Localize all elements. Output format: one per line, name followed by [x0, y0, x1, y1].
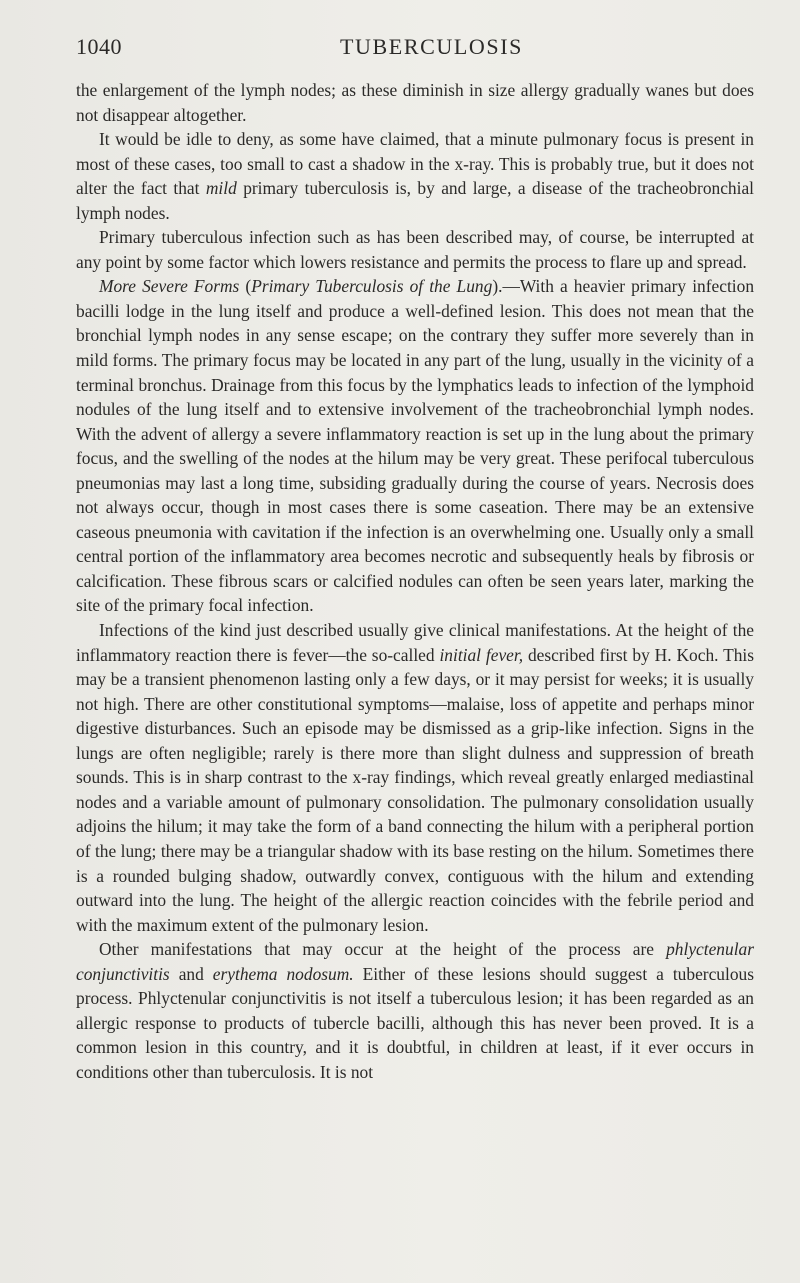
paragraph-text: Either of these lesions should suggest a tuberculous process. Phlyctenular conjunctivitis is not itself a tuberculous lesion; it has been regarded as an allergic response to products of tubercle bacilli, although this has never been proved. It is a common lesion in this country, and it is doubtful, in children at least, if it ever occurs in conditions other than tuberculosis. It is not [76, 963, 754, 1082]
paragraph-6 [76, 937, 754, 1084]
page-header [76, 30, 754, 64]
paragraph-text: primary tuberculosis is, by and large, a disease of the tracheobronchial lymph nodes. [76, 178, 755, 223]
paragraph-text: Other manifestations that may occur at the height of the process are [99, 939, 667, 960]
paragraph-3 [76, 225, 754, 274]
italic-term-mild: mild [205, 178, 237, 199]
section-heading-more-severe-forms: More Severe Forms [99, 276, 240, 297]
paragraph-1 [76, 78, 754, 127]
paragraph-5 [76, 618, 754, 937]
running-head: TUBERCULOSIS [340, 34, 523, 59]
paragraph-text: the enlargement of the lymph nodes; as these diminish in size allergy gradually wanes but does not disappear altogether. [76, 80, 754, 125]
body-text [76, 78, 754, 1084]
paragraph-text: It would be idle to deny, as some have claimed, that a minute pulmonary focus is present in most of these cases, too small to cast a shadow in the x-ray. This is probably true, but it does not alter the fact that [76, 129, 754, 199]
italic-term-initial-fever: initial fever, [439, 644, 524, 665]
paragraph-text: Primary tuberculous infection such as has been described may, of course, be interrupted at any point by some factor which lowers resistance and permits the process to flare up and spread. [76, 227, 754, 272]
italic-term-phlyctenular-conjunctivitis: phlyctenular conjunctivitis [76, 939, 754, 984]
paragraph-text: ).—With a heavier primary infection bacilli lodge in the lung itself and produce a well-defined lesion. This does not mean that the bronchial lymph nodes in any sense escape; on the contrary they suffer more severely than in mild forms. The primary focus may be located in any part of the lung, usually in the vicinity of a terminal bronchus. Drainage from this focus by the lymphatics leads to infection of the lymphoid nodules of the lung itself and to extensive involvement of the tracheobronchial lymph nodes. With the advent of allergy a severe inflammatory reaction is set up in the lung about the primary focus, and the swelling of the nodes at the hilum may be very great. These perifocal tuberculous pneumonias may last a long time, subsiding gradually during the course of years. Necrosis does not always occur, though in most cases there is some caseation. There may be an extensive caseous pneumonia with cavitation if the infection is an overwhelming one. Usually only a small central portion of the inflammatory area becomes necrotic and subsequently heals by fibrosis or calcification. These fibrous scars or calcified nodules can often be seen years later, marking the site of the primary focal infection. [76, 276, 755, 616]
paragraph-text: described first by H. Koch. This may be a transient phenomenon lasting only a few days, or it may persist for weeks; it is usually not high. There are other constitutional symptoms—malaise, loss of appetite and perhaps minor digestive disturbances. Such an episode may be dismissed as a grip-like infection. Signs in the lungs are often negligible; rarely is there more than slight dulness and suppression of breath sounds. This is in sharp contrast to the x-ray findings, which reveal greatly enlarged mediastinal nodes and a variable amount of pulmonary consolidation. The pulmonary consolidation usually adjoins the hilum; it may take the form of a band connecting the hilum with a peripheral portion of the lung; there may be a triangular shadow with its base resting on the hilum. Sometimes there is a rounded bulging shadow, outwardly convex, contiguous with the hilum and extending outward into the lung. The height of the allergic reaction coincides with the febrile period and with the maximum extent of the pulmonary lesion. [76, 644, 754, 935]
paragraph-4 [76, 274, 754, 618]
paragraph-text: Infections of the kind just described usually give clinical manifestations. At the height of the inflammatory reaction there is fever—the so-called [76, 620, 754, 665]
italic-term-erythema-nodosum: erythema nodosum. [212, 963, 354, 984]
paragraph-text: ( [239, 276, 252, 297]
paragraph-text: and [169, 963, 213, 984]
section-subheading-primary-tuberculosis: Primary Tuberculosis of the Lung [251, 276, 493, 297]
paragraph-2 [76, 127, 754, 225]
page-number: 1040 [76, 34, 122, 59]
